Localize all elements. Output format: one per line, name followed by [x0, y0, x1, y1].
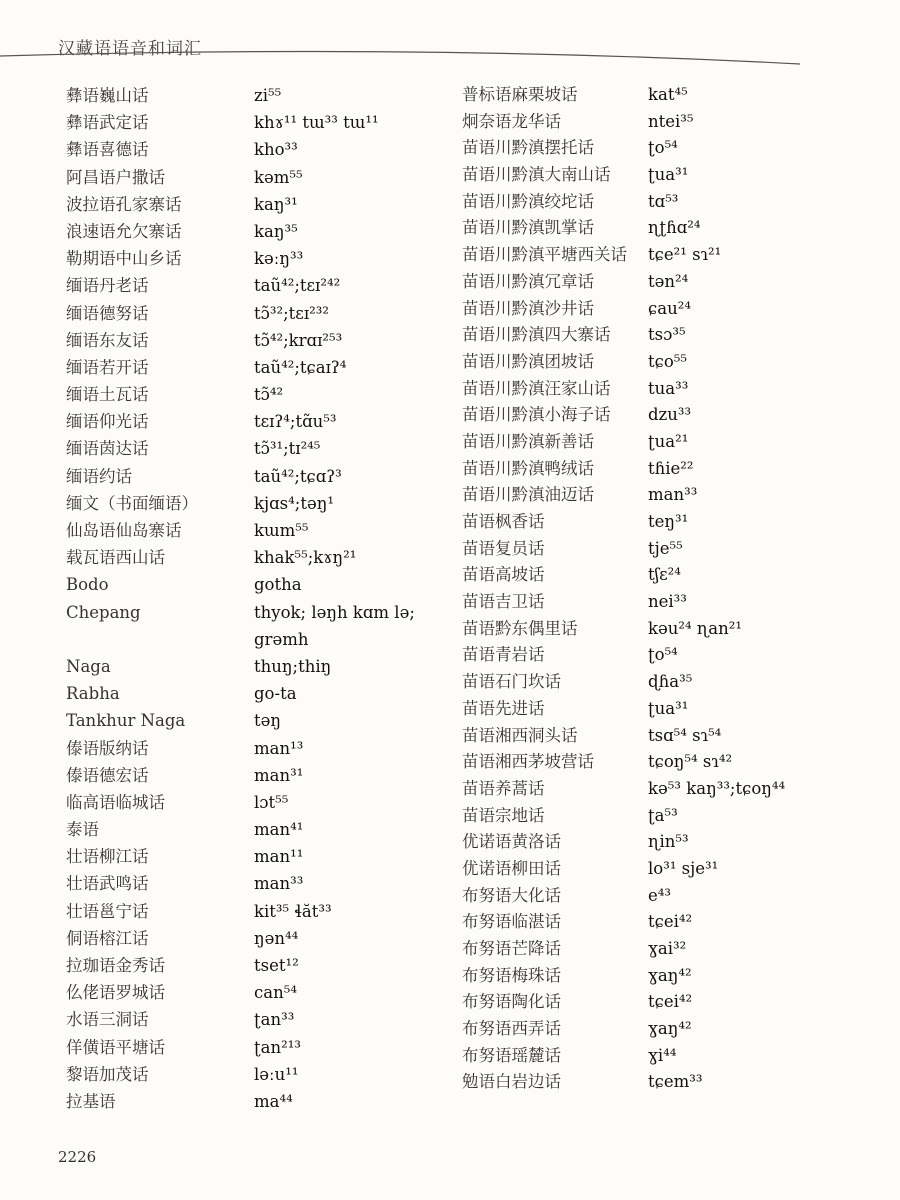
word-form: tɕei⁴² [648, 912, 693, 932]
language-name: 缅语茵达话 [66, 439, 149, 459]
language-name: 波拉语孔家寨话 [66, 194, 182, 214]
language-name: 苗语川黔滇小海子话 [462, 405, 611, 425]
language-name: 布努语西弄话 [462, 1019, 561, 1039]
word-form: thuŋ;thiŋ [254, 656, 332, 676]
language-name: 苗语石门坎话 [462, 672, 561, 692]
word-form: kəm⁵⁵ [254, 167, 303, 187]
language-name: Naga [66, 656, 111, 676]
word-form: kəːŋ³³ [254, 249, 304, 269]
language-name: Tankhur Naga [66, 711, 186, 731]
language-name: 苗语川黔滇沙井话 [462, 298, 594, 318]
word-form: kit³⁵ ɬăt³³ [254, 901, 332, 921]
word-form: ʈa⁵³ [648, 805, 678, 825]
language-name: 苗语青岩话 [462, 645, 545, 665]
language-name: 苗语吉卫话 [462, 592, 545, 612]
word-form: grəmh [254, 629, 309, 649]
word-form: kho³³ [254, 140, 298, 160]
word-form: man¹³ [254, 738, 304, 758]
language-name: 缅语仰光话 [66, 412, 149, 432]
word-form: e⁴³ [648, 885, 671, 905]
language-name: 缅语丹老话 [66, 276, 149, 296]
word-form: ŋən⁴⁴ [254, 928, 299, 948]
language-name: 苗语川黔滇团坡话 [462, 351, 594, 371]
word-form: taũ⁴²;tɕaɪʔ⁴ [254, 357, 347, 377]
word-form: ɳin⁵³ [648, 832, 689, 852]
word-form: tɛɪʔ⁴;tɑ̃u⁵³ [254, 412, 337, 432]
word-form: thyok; ləŋh kɑm lə; [254, 602, 415, 622]
language-name: 苗语先进话 [462, 698, 545, 718]
word-form: lo³¹ sje³¹ [648, 858, 719, 878]
word-form: tɔ̃³¹;tɪ²⁴⁵ [254, 439, 321, 459]
language-name: 佯僙语平塘话 [66, 1037, 165, 1057]
word-form: tʃɛ²⁴ [648, 565, 681, 585]
word-form: təŋ [254, 711, 282, 731]
language-name: 苗语川黔滇绞坨话 [462, 191, 594, 211]
word-form: taũ⁴²;tɕɑʔ³ [254, 466, 342, 486]
word-form: tən²⁴ [648, 271, 689, 291]
word-form: tɔ̃³²;tɛɪ²³² [254, 303, 329, 323]
word-form: nei³³ [648, 592, 687, 612]
word-form: man³¹ [254, 765, 304, 785]
word-form: khak⁵⁵;kɤŋ²¹ [254, 548, 357, 568]
word-form: kɯm⁵⁵ [254, 521, 309, 540]
language-name: 拉珈语金秀话 [66, 956, 165, 975]
language-name: 苗语养蒿话 [462, 778, 545, 798]
language-name: 缅语约话 [66, 466, 132, 486]
language-name: 布努语陶化话 [462, 992, 561, 1012]
language-name: 布努语大化话 [462, 885, 561, 905]
language-name: 苗语川黔滇摆托话 [462, 138, 594, 158]
word-form: tsɑ⁵⁴ sɿ⁵⁴ [648, 725, 722, 745]
word-form: tɕo⁵⁵ [648, 351, 688, 371]
word-form: kə⁵³ kaŋ³³;tɕoŋ⁴⁴ [648, 778, 786, 798]
word-form: kaŋ³⁵ [254, 221, 298, 241]
language-name: 苗语高坡话 [462, 565, 545, 585]
language-name: Bodo [66, 575, 109, 595]
language-name: 缅语德努话 [66, 303, 149, 323]
language-name: 优诺语黄洛话 [462, 832, 561, 852]
word-form: man³³ [254, 874, 304, 894]
word-form: khɤ¹¹ tɯ³³ tɯ¹¹ [254, 113, 379, 133]
language-name: 仫佬语罗城话 [66, 983, 165, 1003]
word-form: ʈua²¹ [648, 431, 689, 451]
language-name: 水语三洞话 [66, 1010, 149, 1030]
word-form: ɣaŋ⁴² [648, 1019, 692, 1039]
language-name: 缅语土瓦话 [66, 385, 149, 405]
language-name: 苗语枫香话 [462, 512, 545, 531]
language-name: 仙岛语仙岛寨话 [66, 521, 182, 540]
language-name: 普标语麻栗坡话 [462, 85, 578, 104]
language-name: 优诺语柳田话 [462, 858, 561, 878]
word-form: go-ta [254, 684, 297, 704]
word-form: teŋ³¹ [648, 512, 689, 531]
language-name: 黎语加茂话 [66, 1064, 149, 1084]
word-form: tɕem³³ [648, 1072, 703, 1092]
word-form: ʈo⁵⁴ [648, 138, 678, 158]
word-form: gotha [254, 575, 302, 595]
language-name: 缅文（书面缅语） [66, 493, 198, 513]
language-name: 苗语湘西茅坡营话 [462, 752, 594, 772]
word-form: tset¹² [254, 956, 299, 975]
word-form: man⁴¹ [254, 820, 304, 840]
word-form: can⁵⁴ [254, 983, 297, 1003]
language-name: 苗语湘西洞头话 [462, 725, 578, 745]
language-name: 苗语川黔滇冗章话 [462, 271, 594, 291]
language-name: 苗语川黔滇大南山话 [462, 165, 611, 185]
language-name: Rabha [66, 684, 120, 704]
word-form: ʈan²¹³ [254, 1037, 301, 1057]
page-number: 2226 [58, 1148, 97, 1166]
language-name: 苗语川黔滇油迈话 [462, 485, 594, 505]
language-name: 布努语梅珠话 [462, 965, 561, 985]
language-name: 勉语白岩边话 [462, 1072, 561, 1092]
word-form: tɕei⁴² [648, 992, 693, 1012]
word-form: ma⁴⁴ [254, 1091, 293, 1111]
language-name: 布努语瑶麓话 [462, 1045, 561, 1065]
word-form: tɔ̃⁴²;krɑɪ²⁵³ [254, 330, 343, 350]
language-name: 临高语临城话 [66, 792, 165, 812]
word-form: tsɔ³⁵ [648, 325, 686, 345]
word-form: ʈan³³ [254, 1010, 295, 1030]
word-form: ʈua³¹ [648, 165, 689, 185]
language-name: 苗语宗地话 [462, 805, 545, 825]
language-name: 彝语巍山话 [66, 86, 149, 105]
language-name: 侗语榕江话 [66, 928, 149, 948]
language-name: 载瓦语西山话 [66, 548, 165, 568]
word-form: tua³³ [648, 378, 689, 398]
word-form: ɣai³² [648, 939, 687, 958]
language-name: 炯奈语龙华话 [462, 111, 561, 131]
language-name: 苗语川黔滇平塘西关话 [462, 245, 627, 265]
language-name: 苗语复员话 [462, 538, 545, 558]
language-name: 苗语川黔滇鸭绒话 [462, 458, 594, 478]
language-name: 傣语版纳话 [66, 738, 149, 758]
language-name: Chepang [66, 602, 141, 622]
word-form: kat⁴⁵ [648, 85, 688, 104]
word-form: ɳʈɦɑ²⁴ [648, 218, 701, 238]
language-name: 缅语若开话 [66, 357, 149, 377]
word-form: tɦie²² [648, 458, 694, 478]
language-name: 勒期语中山乡话 [66, 249, 182, 269]
word-form: ʈo⁵⁴ [648, 645, 678, 665]
word-form: tje⁵⁵ [648, 538, 683, 558]
language-name: 苗语川黔滇汪家山话 [462, 378, 611, 398]
language-name: 彝语武定话 [66, 113, 149, 133]
word-form: ləːu¹¹ [254, 1064, 299, 1084]
language-name: 彝语喜德话 [66, 140, 149, 160]
word-form: zi⁵⁵ [254, 86, 282, 105]
language-name: 阿昌语户撒话 [66, 167, 165, 187]
word-form: kjɑs⁴;təŋ¹ [254, 493, 334, 513]
language-name: 苗语川黔滇四大寨话 [462, 325, 611, 345]
word-form: tɕoŋ⁵⁴ sɿ⁴² [648, 752, 733, 772]
word-form: ɕau²⁴ [648, 298, 691, 318]
language-name: 拉基语 [66, 1091, 116, 1111]
word-form: man¹¹ [254, 847, 304, 867]
language-name: 苗语川黔滇新善话 [462, 431, 594, 451]
word-form: tɔ̃⁴² [254, 385, 284, 405]
language-name: 傣语德宏话 [66, 765, 149, 785]
language-name: 泰语 [66, 820, 99, 840]
language-name: 浪速语允欠寨话 [66, 221, 182, 241]
language-name: 苗语黔东偶里话 [462, 618, 578, 638]
word-form: ɣi⁴⁴ [648, 1045, 677, 1065]
language-name: 壮语邕宁话 [66, 901, 149, 921]
language-name: 壮语武鸣话 [66, 874, 149, 894]
word-form: ɣaŋ⁴² [648, 965, 692, 985]
language-name: 缅语东友话 [66, 330, 149, 350]
language-name: 壮语柳江话 [66, 847, 149, 867]
language-name: 布努语临湛话 [462, 912, 561, 932]
running-header: 汉藏语语音和词汇 [58, 39, 202, 59]
word-form: tɕe²¹ sɿ²¹ [648, 245, 722, 265]
word-form: ntei³⁵ [648, 111, 694, 131]
language-name: 苗语川黔滇凯掌话 [462, 218, 594, 238]
word-form: tɑ⁵³ [648, 191, 679, 211]
word-form: dzu³³ [648, 405, 692, 425]
word-form: kaŋ³¹ [254, 194, 298, 214]
word-form: ʈua³¹ [648, 698, 689, 718]
word-form: taũ⁴²;tɛɪ²⁴² [254, 276, 341, 296]
word-form: man³³ [648, 485, 698, 505]
word-form: lɔt⁵⁵ [254, 792, 289, 812]
word-form: kəu²⁴ ɳan²¹ [648, 618, 743, 638]
language-name: 布努语芒降话 [462, 939, 561, 958]
word-form: ɖɦa³⁵ [648, 672, 693, 692]
